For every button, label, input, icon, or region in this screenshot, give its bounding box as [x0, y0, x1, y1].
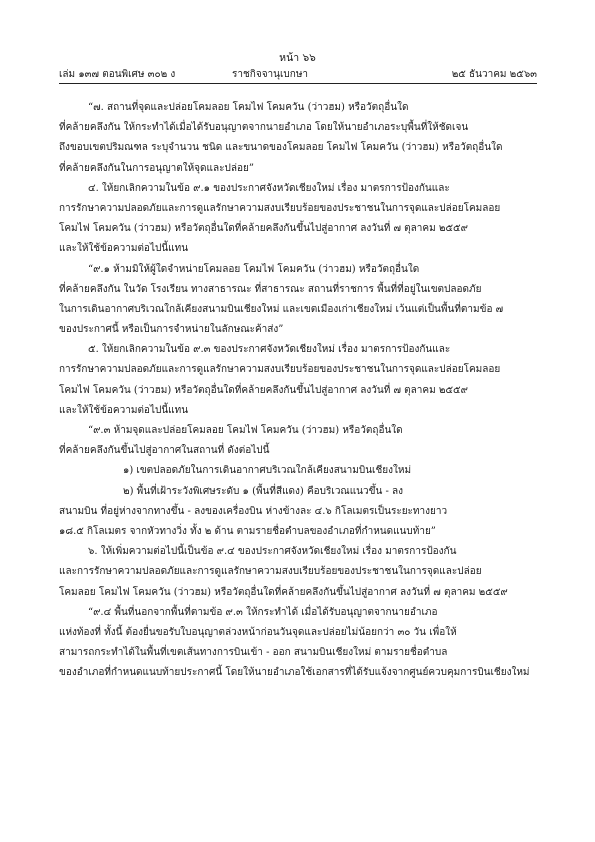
text-line: ของประกาศนี้ หรือเป็นการจำหน่ายในลักษณะค้าส่ง”	[59, 324, 284, 336]
text-line: ๑) เขตปลอดภัยในการเดินอากาศบริเวณใกล้เคียงสนามบินเชียงใหม่	[123, 465, 412, 477]
text-line: ที่คล้ายคลึงกันในการอนุญาตให้จุดและปล่อย”	[59, 162, 254, 174]
text-line: และให้ใช้ข้อความต่อไปนี้แทน	[59, 243, 189, 255]
issue-info: เล่ม ๑๓๗ ตอนพิเศษ ๓๐๒ ง	[59, 69, 176, 80]
page-number: หน้า ๖๖	[279, 52, 316, 64]
text-line: ที่คล้ายคลึงกันขึ้นไปสู่อากาศในสถานที่ ดังต่อไปนี้	[59, 445, 270, 457]
text-line: ที่คล้ายคลึงกัน ในวัด โรงเรียน ทางสาธารณะ ที่สาธารณะ สถานที่ราชการ พื้นที่ที่อยู่ในเขตปลอดภัย	[59, 283, 482, 295]
text-line: แห่งท้องที่ ทั้งนี้ ต้องยื่นขอรับใบอนุญาตล่วงหน้าก่อนวันจุดและปล่อยไม่น้อยกว่า ๓๐ วัน เพื่อให้	[59, 626, 457, 638]
gazette-header	[59, 67, 537, 81]
header-rule	[59, 83, 537, 84]
text-line: โคมไฟ โคมควัน (ว่าวฮม) หรือวัตถุอื่นใดที่คล้ายคลึงกันขึ้นไปสู่อากาศ ลงวันที่ ๗ ตุลาคม ๒๕๕๙	[59, 384, 468, 396]
text-line: ๕. ให้ยกเลิกความในข้อ ๙.๓ ของประกาศจังหวัดเชียงใหม่ เรื่อง มาตรการป้องกันและ	[88, 344, 451, 356]
text-line: การรักษาความปลอดภัยและการดูแลรักษาความสงบเรียบร้อยของประชาชนในการจุดและปล่อยโคมลอย	[59, 202, 501, 214]
text-line: “๙.๑ ห้ามมิให้ผู้ใดจำหน่ายโคมลอย โคมไฟ โคมควัน (ว่าวฮม) หรือวัตถุอื่นใด	[88, 263, 420, 275]
publication-date: ๒๕ ธันวาคม ๒๕๖๓	[451, 69, 537, 80]
text-line: สามารถกระทำได้ในพื้นที่เขตเส้นทางการบินเข้า - ออก สนามบินเชียงใหม่ ตามรายชื่อตำบล	[59, 647, 448, 659]
text-line: ที่คล้ายคลึงกัน ให้กระทำได้เมื่อได้รับอนุญาตจากนายอำเภอ โดยให้นายอำเภอระบุพื้นที่ให้ชัดเจน	[59, 122, 469, 134]
text-line: ของอำเภอที่กำหนดแนบท้ายประกาศนี้ โดยให้นายอำเภอใช้เอกสารที่ได้รับแจ้งจากศูนย์ควบคุมการบินเชียงใหม่	[59, 667, 530, 679]
text-line: และการรักษาความปลอดภัยและการดูแลรักษาความสงบเรียบร้อยของประชาชนในการจุดและปล่อย	[59, 566, 482, 578]
text-line: “๙.๓ ห้ามจุดและปล่อยโคมลอย โคมไฟ โคมควัน (ว่าวฮม) หรือวัตถุอื่นใด	[88, 425, 403, 436]
text-line: สนามบิน ที่อยู่ห่างจากทางขึ้น - ลงของเครื่องบิน ห่างข้างละ ๔.๖ กิโลเมตรเป็นระยะทางยาว	[59, 505, 448, 517]
text-line: ๖. ให้เพิ่มความต่อไปนี้เป็นข้อ ๙.๔ ของประกาศจังหวัดเชียงใหม่ เรื่อง มาตรการป้องกัน	[88, 546, 457, 558]
text-line: ๔. ให้ยกเลิกความในข้อ ๙.๑ ของประกาศจังหวัดเชียงใหม่ เรื่อง มาตรการป้องกันและ	[88, 182, 450, 194]
publication-name: ราชกิจจานุเบกษา	[232, 69, 309, 80]
text-line: “๗. สถานที่จุดและปล่อยโคมลอย โคมไฟ โคมควัน (ว่าวฮม) หรือวัตถุอื่นใด	[88, 102, 409, 113]
text-line: การรักษาความปลอดภัยและการดูแลรักษาความสงบเรียบร้อยของประชาชนในการจุดและปล่อยโคมลอย	[59, 364, 501, 376]
text-line: ๑๘.๕ กิโลเมตร จากหัวทางวิ่ง ทั้ง ๒ ด้าน ตามรายชื่อตำบลของอำเภอที่กำหนดแนบท้าย”	[59, 525, 436, 537]
text-line: โคมไฟ โคมควัน (ว่าวฮม) หรือวัตถุอื่นใดที่คล้ายคลึงกันขึ้นไปสู่อากาศ ลงวันที่ ๗ ตุลาคม ๒๕๕๙	[59, 223, 468, 235]
document-body	[59, 98, 537, 683]
text-line: “๙.๔ พื้นที่นอกจากพื้นที่ตามข้อ ๙.๓ ให้กระทำได้ เมื่อได้รับอนุญาตจากนายอำเภอ	[88, 606, 438, 618]
text-line: ในการเดินอากาศบริเวณใกล้เคียงสนามบินเชียงใหม่ และเขตเมืองเก่าเชียงใหม่ เว้นแต่เป็นพื้นที่ตามข้อ ๗	[59, 303, 504, 315]
text-line: ๒) พื้นที่เฝ้าระวังพิเศษระดับ ๑ (พื้นที่สีแดง) คือบริเวณแนวขึ้น - ลง	[123, 485, 404, 497]
text-line: ถึงขอบเขตปริมณฑล ระบุจำนวน ชนิด และขนาดของโคมลอย โคมไฟ โคมควัน (ว่าวฮม) หรือวัตถุอื่นใด	[59, 142, 503, 154]
text-line: โคมลอย โคมไฟ โคมควัน (ว่าวฮม) หรือวัตถุอื่นใดที่คล้ายคลึงกันขึ้นไปสู่อากาศ ลงวันที่ ๗ ตุลาคม ๒๕๕๙	[59, 586, 508, 598]
text-line: และให้ใช้ข้อความต่อไปนี้แทน	[59, 404, 189, 416]
